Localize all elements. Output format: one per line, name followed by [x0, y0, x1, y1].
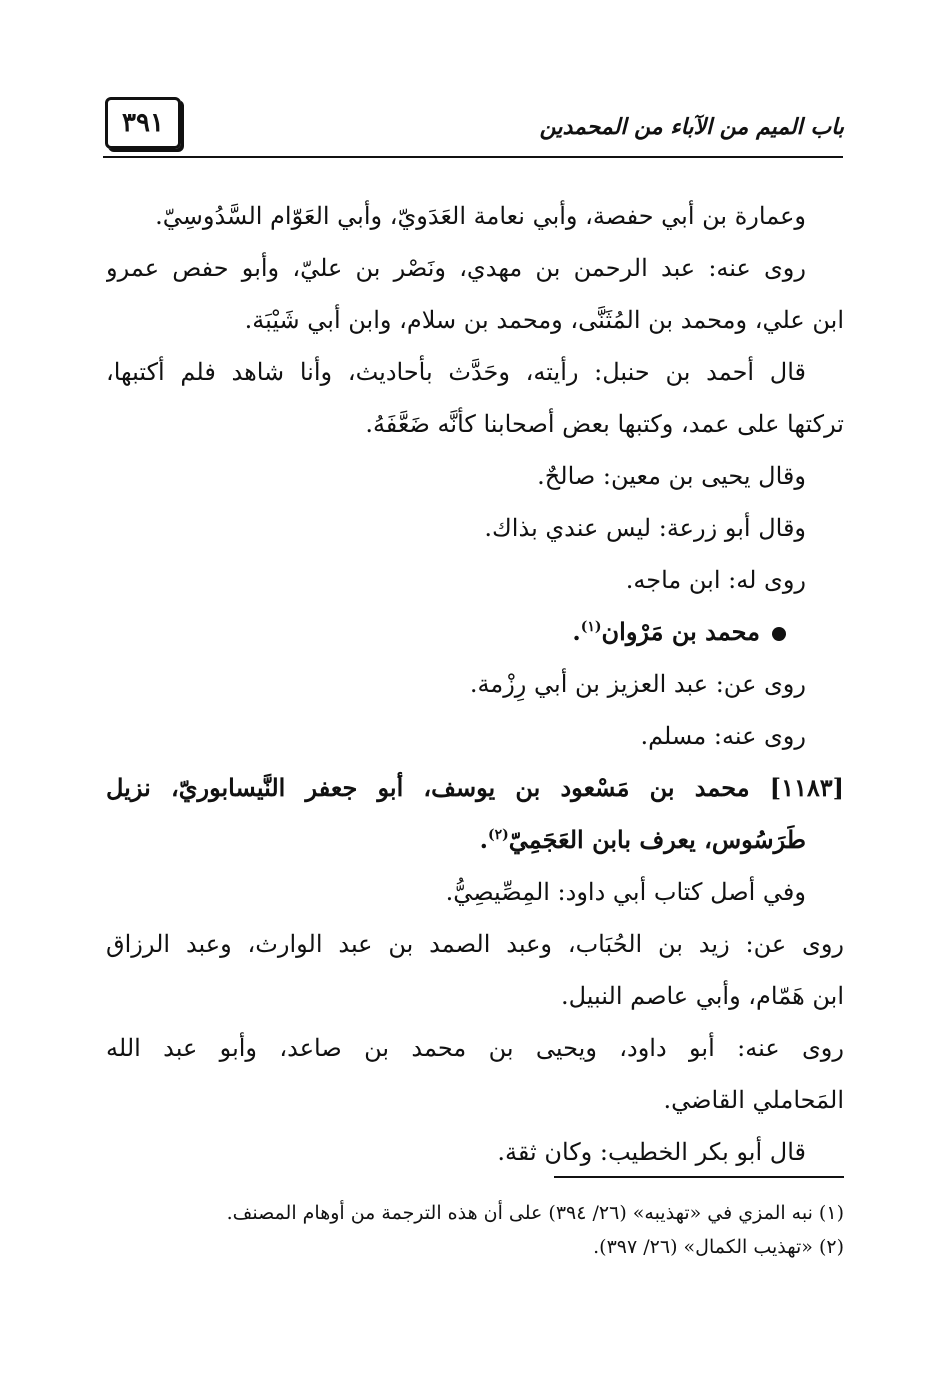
text-line: وعمارة بن أبي حفصة، وأبي نعامة العَدَويّ، وأبي العَوّام السَّدُوسِيّ.	[155, 202, 806, 230]
entry-heading-continuation	[106, 814, 844, 866]
running-head: باب الميم من الآباء من المحمدين	[539, 114, 844, 140]
text-line: روى له: ابن ماجه.	[625, 566, 806, 594]
entry-name: محمد بن مَرْوان	[601, 617, 760, 646]
text-line: روى عنه: مسلم.	[640, 722, 806, 750]
footnote-2: (٢) «تهذيب الكمال» (٢٦/ ٣٩٧).	[593, 1236, 844, 1258]
text-line: ابن هَمّام، وأبي عاصم النبيل.	[560, 982, 844, 1010]
footnote-1: (١) نبه المزي في «تهذيبه» (٢٦/ ٣٩٤) على أن هذه الترجمة من أوهام المصنف.	[226, 1202, 844, 1224]
text-line: قال أحمد بن حنبل: رأيته، وحَدَّث بأحاديث، وأنا شاهد فلم أكتبها،	[106, 358, 806, 386]
text-line: روى عن: زيد بن الحُبَاب، وعبد الصمد بن عبد الوارث، وعبد الرزاق	[106, 930, 844, 958]
entry-period: .	[572, 617, 581, 646]
footnote-ref-1: (١)	[580, 619, 602, 635]
entry-period: .	[479, 825, 488, 854]
entry-heading-mirwan	[106, 606, 844, 658]
text-line: روى عنه: عبد الرحمن بن مهدي، ونَصْر بن عليّ، وأبو حفص عمرو	[106, 254, 806, 282]
text-line: تركتها على عمد، وكتبها بعض أصحابنا كأنَّه ضَعَّفَهُ.	[365, 410, 844, 438]
bullet-dot-icon	[772, 627, 786, 641]
footnote-rule	[554, 1176, 844, 1178]
header-rule	[103, 156, 843, 158]
text-line: المَحاملي القاضي.	[663, 1086, 844, 1114]
text-line: وقال يحيى بن معين: صالحٌ.	[537, 462, 806, 490]
text-line: ابن علي، ومحمد بن المُثَنَّى، ومحمد بن سلام، وابن أبي شَيْبَة.	[244, 306, 844, 334]
entry-name-continuation: طَرَسُوس، يعرف بابن العَجَمِيّ	[508, 825, 806, 854]
text-line: قال أبو بكر الخطيب: وكان ثقة.	[497, 1138, 806, 1166]
text-line: وقال أبو زرعة: ليس عندي بذاك.	[484, 514, 806, 542]
text-line: روى عن: عبد العزيز بن أبي رِزْمة.	[469, 670, 806, 698]
entry-heading-1183: [١١٨٣] محمد بن مَسْعود بن يوسف، أبو جعفر النَّيسابوريّ، نزيل	[106, 773, 844, 802]
main-text	[106, 190, 844, 1178]
footnote-ref-2: (٢)	[488, 827, 509, 843]
text-line: وفي أصل كتاب أبي داود: المِصِّيصِيُّ.	[445, 878, 806, 906]
footnotes	[106, 1196, 844, 1264]
text-line: روى عنه: أبو داود، ويحيى بن محمد بن صاعد، وأبو عبد الله	[106, 1034, 844, 1062]
page-number: ٣٩١	[105, 97, 181, 149]
